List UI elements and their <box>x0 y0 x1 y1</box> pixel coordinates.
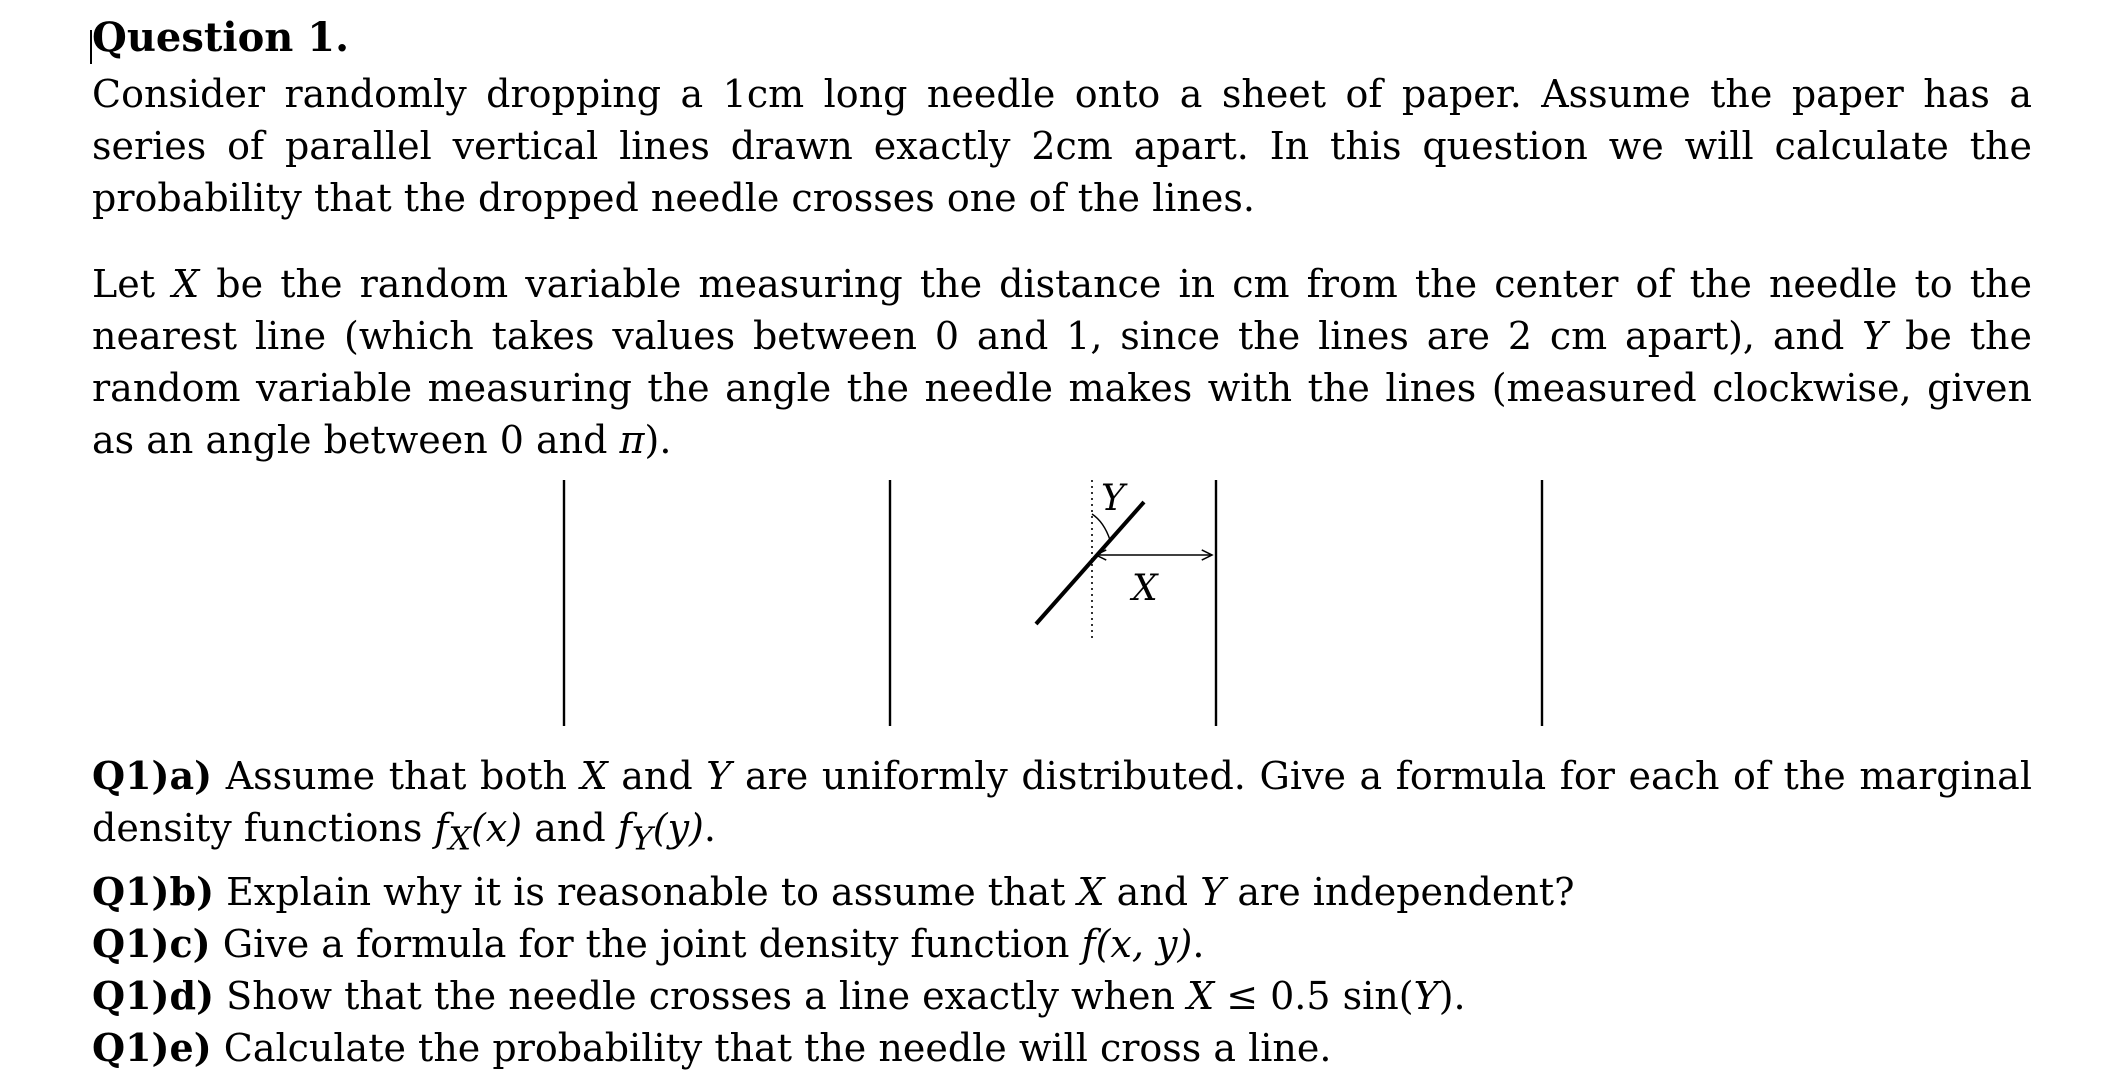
part-label: Q1)a) <box>92 753 213 798</box>
part-label: Q1)c) <box>92 920 211 966</box>
text-span: Explain why it is reasonable to assume that <box>214 869 1078 914</box>
question-parts <box>92 750 2032 1074</box>
text-span: Let <box>92 262 173 306</box>
text-span: Give a formula for the joint density function <box>210 921 1082 966</box>
text-span: and <box>1104 869 1201 914</box>
text-cursor <box>90 30 92 64</box>
label-y: Y <box>1101 478 1125 519</box>
needle <box>1036 502 1144 624</box>
text-span: be the random variable measuring the angle the needle makes with the lines (measured clockwise, given as an angle between 0 and <box>92 314 2032 462</box>
part-d <box>92 970 2032 1022</box>
text-span: ). <box>644 418 672 462</box>
math-joint-density: f(x, y) <box>1081 921 1193 966</box>
text-span: are independent? <box>1225 869 1575 914</box>
math-subscript: Y <box>631 821 653 858</box>
text-span: and <box>522 806 618 850</box>
part-label: Q1)b) <box>92 868 215 914</box>
label-x: X <box>1132 568 1158 609</box>
part-label: Q1)e) <box>92 1024 212 1070</box>
part-e <box>92 1022 2032 1074</box>
math-y: Y <box>706 754 732 798</box>
text-span: Calculate the probability that the needle will cross a line. <box>211 1025 1332 1070</box>
text-span: and <box>607 754 707 798</box>
math-y: Y <box>1862 314 1888 358</box>
part-a <box>92 750 2032 866</box>
part-b <box>92 866 2032 918</box>
math-arg: (y) <box>652 806 704 850</box>
math-y: Y <box>1200 869 1226 914</box>
math-f: f <box>434 806 449 850</box>
math-subscript: X <box>448 821 472 858</box>
text-span: . <box>703 806 716 850</box>
math-y: Y <box>1413 973 1439 1018</box>
math-pi: π <box>619 418 645 462</box>
math-x: X <box>1187 973 1215 1018</box>
text-span: Assume that both <box>212 754 581 798</box>
needle-diagram <box>92 470 2032 730</box>
part-label: Q1)d) <box>92 972 215 1018</box>
math-inequality: ≤ 0.5 sin( <box>1214 973 1414 1018</box>
variables-paragraph <box>92 258 2032 466</box>
text-span: be the random variable measuring the distance in cm from the center of the needle to the nearest line (which takes values between 0 and 1, since the lines are 2 cm apart), and <box>92 262 2033 358</box>
math-x: X <box>172 262 200 306</box>
text-span: Show that the needle crosses a line exactly when <box>214 973 1188 1018</box>
part-c <box>92 918 2032 970</box>
text-span: . <box>1192 921 1205 966</box>
text-span: ). <box>1438 973 1466 1018</box>
math-x: X <box>580 754 608 798</box>
math-f: f <box>617 806 632 850</box>
math-x: X <box>1077 869 1105 914</box>
question-page <box>92 8 2033 1070</box>
math-arg: (x) <box>471 806 523 850</box>
intro-paragraph: Consider randomly dropping a 1cm long needle onto a sheet of paper. Assume the paper has a series of parallel vertical lines drawn exactly 2cm apart. In this question we will calculate the probability that the dropped needle crosses one of the lines. <box>92 72 2032 220</box>
question-title: Question 1. <box>92 14 350 61</box>
text-span: are uniformly distributed. Give a formula for each of the marginal density functions <box>92 754 2032 850</box>
